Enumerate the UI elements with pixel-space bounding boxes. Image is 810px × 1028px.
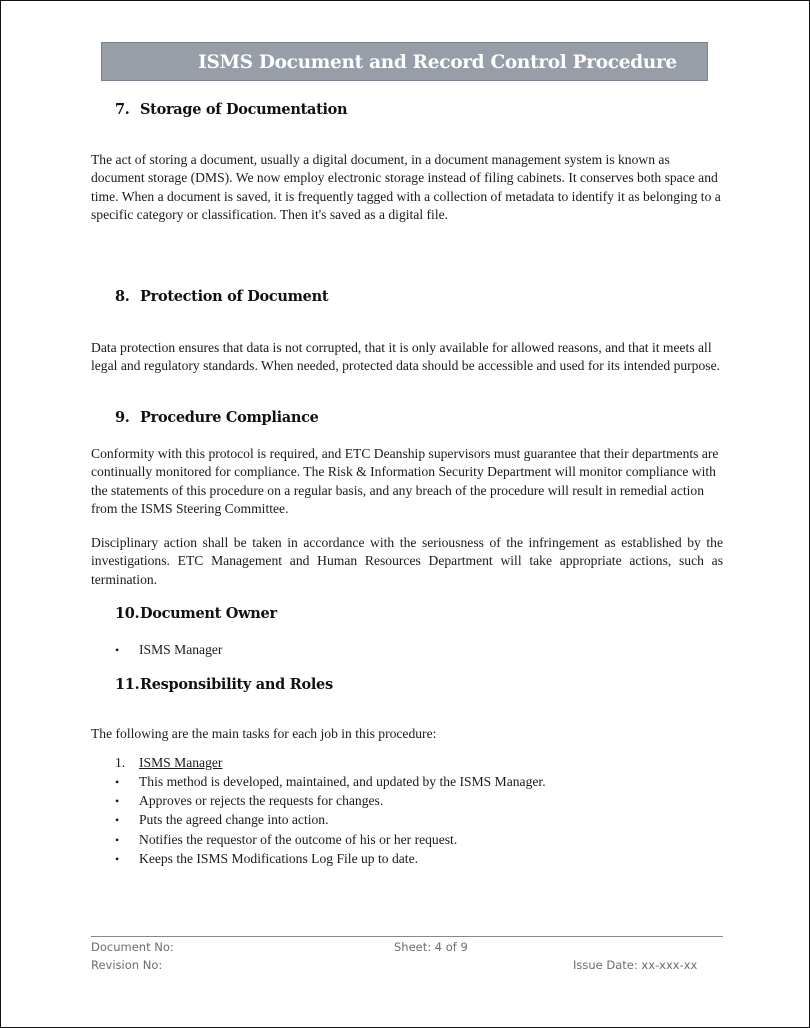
list-item-text: Approves or rejects the requests for changes.: [139, 793, 384, 808]
role-heading-isms-manager: [115, 754, 222, 772]
section-title: Storage of Documentation: [140, 101, 348, 118]
section-number: 10.: [115, 605, 140, 622]
list-item-task: [115, 831, 457, 849]
bullet-icon: •: [115, 643, 120, 657]
section-title: Document Owner: [140, 605, 277, 622]
paragraph-roles-intro: The following are the main tasks for each job in this procedure:: [91, 726, 437, 741]
section-heading-storage: [115, 101, 347, 118]
section-heading-compliance: [115, 409, 319, 426]
footer-divider: [91, 936, 723, 937]
section-title: Procedure Compliance: [140, 409, 319, 426]
bullet-icon: •: [115, 813, 120, 827]
list-item-task: [115, 792, 383, 810]
list-item-task: [115, 850, 418, 868]
paragraph-compliance-2: Disciplinary action shall be taken in accordance with the seriousness of the infringement as established by the investigations. ETC Management and Human Resources Department will take appropriate actions, such as termination.: [91, 535, 723, 587]
section-number: 7.: [115, 101, 130, 118]
document-title: ISMS Document and Record Control Procedure: [198, 52, 677, 73]
list-item-text: Puts the agreed change into action.: [139, 812, 329, 827]
paragraph-protection: Data protection ensures that data is not corrupted, that it is only available for allowed reasons, and that it meets all legal and regulatory standards. When needed, protected data should be accessible and used for its intended purpose.: [91, 340, 721, 374]
footer-sheet-number: Sheet: 4 of 9: [394, 940, 468, 954]
list-item-text: ISMS Manager: [139, 642, 223, 657]
list-item-owner: [115, 641, 222, 659]
role-name: ISMS Manager: [139, 755, 223, 770]
bullet-icon: •: [115, 852, 120, 866]
list-item-text: Notifies the requestor of the outcome of his or her request.: [139, 832, 458, 847]
role-number: 1.: [115, 755, 126, 770]
bullet-icon: •: [115, 775, 120, 789]
list-item-task: [115, 773, 546, 791]
paragraph-storage: The act of storing a document, usually a digital document, in a document management system is known as document storage (DMS). We now employ electronic storage instead of filing cabinets. It conserves both space and time. When a document is saved, it is frequently tagged with a collection of metadata to identify it as belonging to a specific category or classification. Then it's saved as a digital file.: [91, 152, 721, 222]
section-number: 9.: [115, 409, 130, 426]
section-number: 11.: [115, 676, 140, 693]
section-heading-document-owner: [115, 605, 277, 622]
document-header-bar: [101, 42, 708, 81]
footer-revision-no: Revision No:: [91, 958, 163, 972]
list-item-text: Keeps the ISMS Modifications Log File up to date.: [139, 851, 419, 866]
footer-document-no: Document No:: [91, 940, 174, 954]
paragraph-compliance-1: Conformity with this protocol is required, and ETC Deanship supervisors must guarantee that their departments are continually monitored for compliance. The Risk & Information Security Department will monitor compliance with the statements of this procedure on a regular basis, and any breach of the procedure will result in remedial action from the ISMS Steering Committee.: [91, 446, 719, 516]
list-item-task: [115, 811, 329, 829]
section-title: Responsibility and Roles: [140, 676, 333, 693]
footer-issue-date: Issue Date: xx-xxx-xx: [573, 958, 698, 972]
section-heading-protection: [115, 288, 328, 305]
bullet-icon: •: [115, 794, 120, 808]
section-number: 8.: [115, 288, 130, 305]
list-item-text: This method is developed, maintained, and updated by the ISMS Manager.: [139, 774, 546, 789]
section-heading-responsibility: [115, 676, 333, 693]
bullet-icon: •: [115, 833, 120, 847]
section-title: Protection of Document: [140, 288, 329, 305]
